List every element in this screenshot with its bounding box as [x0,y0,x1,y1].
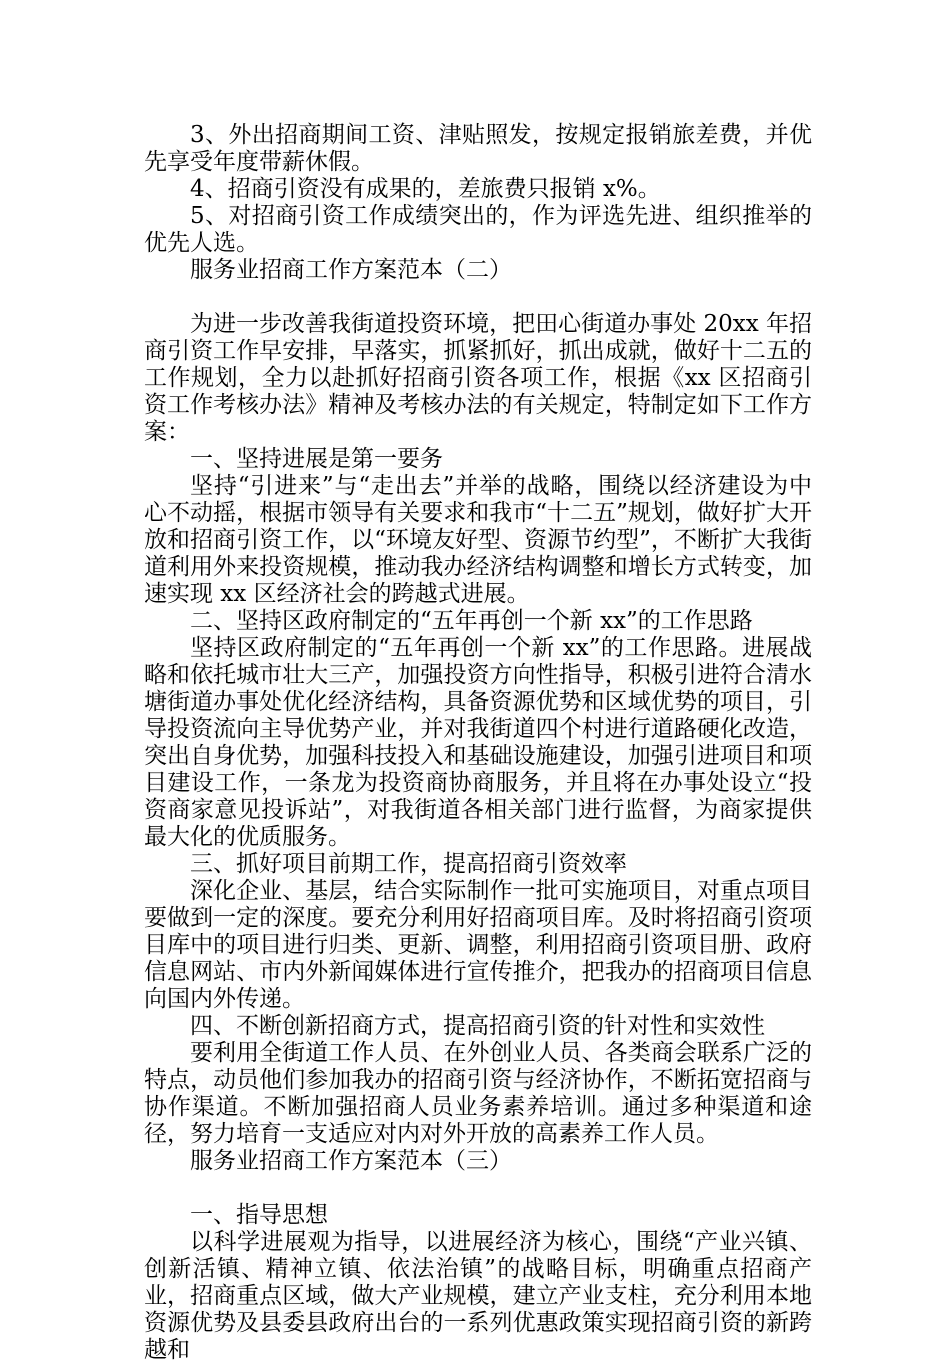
heading-4: 四、不断创新招商方式，提高招商引资的针对性和实效性 [190,1013,765,1039]
intro-paragraph: 为进一步改善我街道投资环境，把田心街道办事处 20xx 年招商引资工作早安排，早落实，抓紧抓好，抓出成就，做好十二五的工作规划，全力以赴抓好招商引资各项工作，根据《xx 区招商引资工作考核办法》精神及考核办法的有关规定，特制定如下工作方案： [144,311,812,445]
heading-guiding-thought: 一、指导思想 [190,1202,328,1228]
heading-1: 一、坚持进展是第一要务 [190,446,443,472]
paragraph-4: 要利用全街道工作人员、在外创业人员、各类商会联系广泛的特点，动员他们参加我办的招商引资与经济协作，不断拓宽招商与协作渠道。不断加强招商人员业务素养培训。通过多种渠道和途径，努力培育一支适应对内对外开放的高素养工作人员。 [144,1040,812,1147]
heading-2: 二、坚持区政府制定的“五年再创一个新 xx”的工作思路 [190,608,753,634]
section-title-3: 服务业招商工作方案范本（三） [190,1148,512,1174]
heading-3: 三、抓好项目前期工作，提高招商引资效率 [190,851,627,877]
document-body [144,122,812,1364]
blank-line [144,1175,812,1202]
paragraph-3: 深化企业、基层，结合实际制作一批可实施项目，对重点项目要做到一定的深度。要充分利用好招商项目库。及时将招商引资项目库中的项目进行归类、更新、调整，利用招商引资项目册、政府信息网站、市内外新闻媒体进行宣传推介，把我办的招商项目信息向国内外传递。 [144,878,812,1012]
paragraph-1: 坚持“引进来”与“走出去”并举的战略，围绕以经济建设为中心不动摇，根据市领导有关要求和我市“十二五”规划，做好扩大开放和招商引资工作，以“环境友好型、资源节约型”，不断扩大我街道利用外来投资规模，推动我办经济结构调整和增长方式转变，加速实现 xx 区经济社会的跨越式进展。 [144,473,812,607]
blank-line [144,284,812,311]
paragraph-item-5: 5、对招商引资工作成绩突出的，作为评选先进、组织推举的优先人选。 [144,203,812,256]
paragraph-2: 坚持区政府制定的“五年再创一个新 xx”的工作思路。进展战略和依托城市壮大三产，加强投资方向性指导，积极引进符合清水塘街道办事处优化经济结构，具备资源优势和区域优势的项目，引导投资流向主导优势产业，并对我街道四个村进行道路硬化改造，突出自身优势，加强科技投入和基础设施建设，加强引进项目和项目建设工作，一条龙为投资商协商服务，并且将在办事处设立“投资商家意见投诉站”，对我街道各相关部门进行监督，为商家提供最大化的优质服务。 [144,635,812,850]
paragraph-item-4: 4、招商引资没有成果的，差旅费只报销 x%。 [190,176,661,202]
section-title-2: 服务业招商工作方案范本（二） [190,257,512,283]
paragraph-item-3: 3、外出招商期间工资、津贴照发，按规定报销旅差费，并优先享受年度带薪休假。 [144,122,812,175]
paragraph-guiding-thought: 以科学进展观为指导，以进展经济为核心，围绕“产业兴镇、创新活镇、精神立镇、依法治镇”的战略目标，明确重点招商产业，招商重点区域，做大产业规模，建立产业支柱，充分利用本地资源优势及县委县政府出台的一系列优惠政策实现招商引资的新跨越和 [144,1229,812,1363]
